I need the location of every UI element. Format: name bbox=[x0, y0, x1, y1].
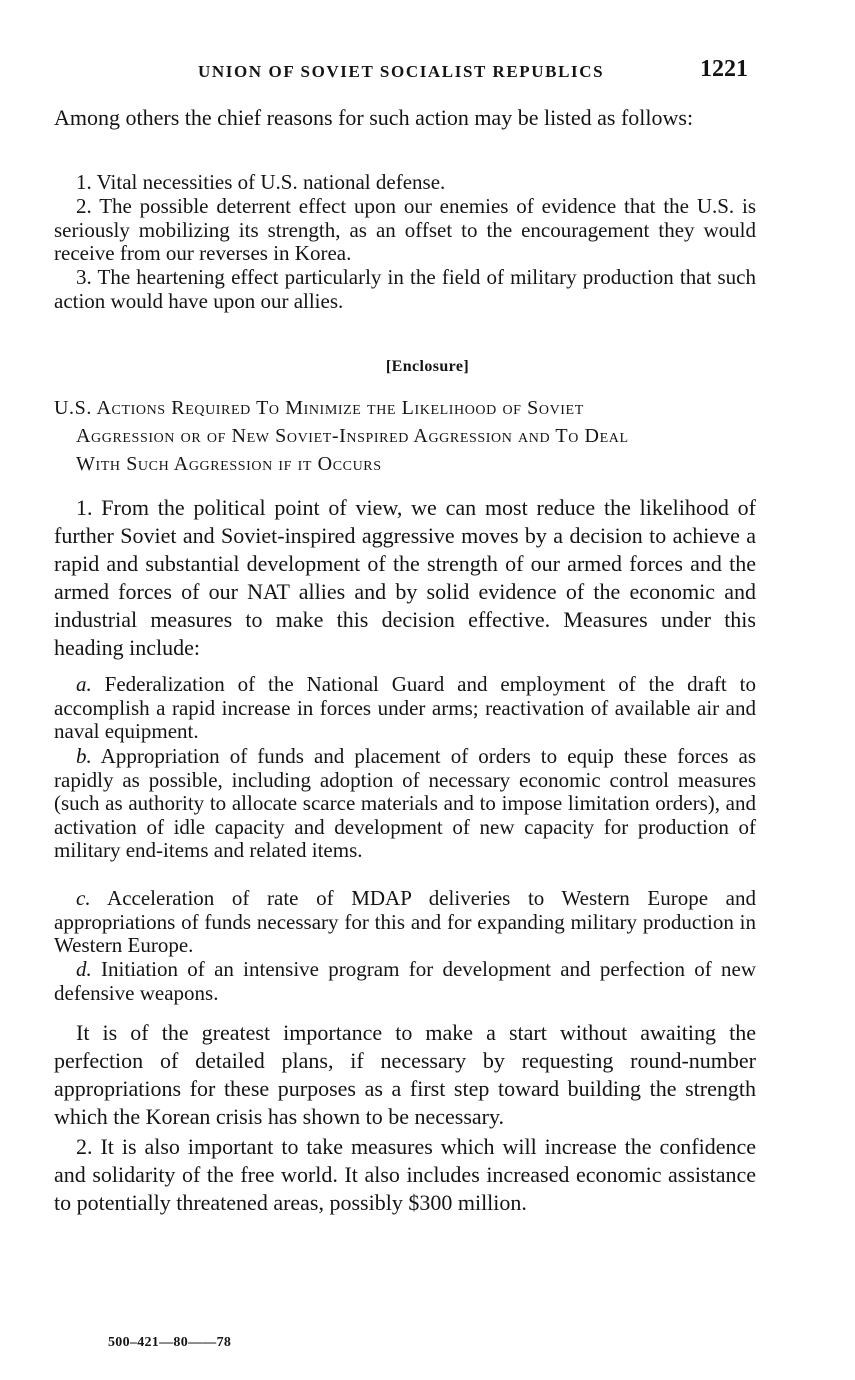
enclosure-label: [Enclosure] bbox=[385, 358, 470, 375]
intro-paragraph: Among others the chief reasons for such action may be listed as follows: bbox=[54, 105, 694, 130]
measure-text-d: Initiation of an intensive program for development and perfection of new defensive weapons. bbox=[54, 957, 756, 1005]
measure-item-b bbox=[54, 745, 756, 863]
measure-letter-d: d. bbox=[76, 957, 92, 981]
reason-item-3: 3. The heartening effect particularly in the field of military production that such action would have upon our allies. bbox=[54, 265, 756, 313]
running-head: UNION OF SOVIET SOCIALIST REPUBLICS bbox=[198, 62, 605, 81]
measure-item-c bbox=[54, 887, 756, 958]
measure-text-a: Federalization of the National Guard and employment of the draft to accomplish a rapid increase in forces under arms; reactivation of available air and naval equipment. bbox=[54, 672, 756, 744]
enclosure-title-line-3: With Such Aggression if it Occurs bbox=[76, 453, 382, 475]
reason-item-2: 2. The possible deterrent effect upon our enemies of evidence that the U.S. is seriously mobilizing its strength, as an offset to the encouragement they would receive from our reverses in Korea. bbox=[54, 194, 756, 266]
measure-letter-c: c. bbox=[76, 886, 91, 910]
page-number: 1221 bbox=[700, 56, 748, 82]
measure-letter-b: b. bbox=[76, 744, 92, 768]
measure-text-c: Acceleration of rate of MDAP deliveries to Western Europe and appropriations of funds necessary for this and for expanding military production in Western Europe. bbox=[54, 886, 756, 958]
importance-paragraph: It is of the greatest importance to make a start without awaiting the perfection of detailed plans, if necessary by requesting round-number appropriations for these purposes as a first step toward building the strength which the Korean crisis has shown to be necessary. bbox=[54, 1020, 756, 1129]
measure-text-b: Appropriation of funds and placement of orders to equip these forces as rapidly as possible, including adoption of necessary economic control measures (such as authority to allocate scarce materials and to impose limitation orders), and activation of idle capacity and development of new capacity for production of military end-items and related items. bbox=[54, 744, 756, 863]
reason-item-1: 1. Vital necessities of U.S. national defense. bbox=[76, 170, 446, 194]
enclosure-title-line-1: U.S. Actions Required To Minimize the Likelihood of Soviet bbox=[54, 397, 584, 419]
paragraph-2: 2. It is also important to take measures which will increase the confidence and solidarity of the free world. It also includes increased economic assistance to potentially threatened areas, possibly $300 million. bbox=[54, 1134, 756, 1215]
measure-item-a bbox=[54, 673, 756, 744]
enclosure-title-line-2: Aggression or of New Soviet-Inspired Aggression and To Deal bbox=[76, 425, 629, 447]
paragraph-1: 1. From the political point of view, we can most reduce the likelihood of further Soviet and Soviet-inspired aggressive moves by a decision to achieve a rapid and substantial development of the strength of our armed forces and the armed forces of our NAT allies and by solid evidence of the economic and industrial measures to make this decision effective. Measures under this heading include: bbox=[54, 495, 756, 660]
measure-letter-a: a. bbox=[76, 672, 92, 696]
measure-item-d bbox=[54, 958, 756, 1005]
print-code: 500–421—80——78 bbox=[108, 1335, 232, 1350]
